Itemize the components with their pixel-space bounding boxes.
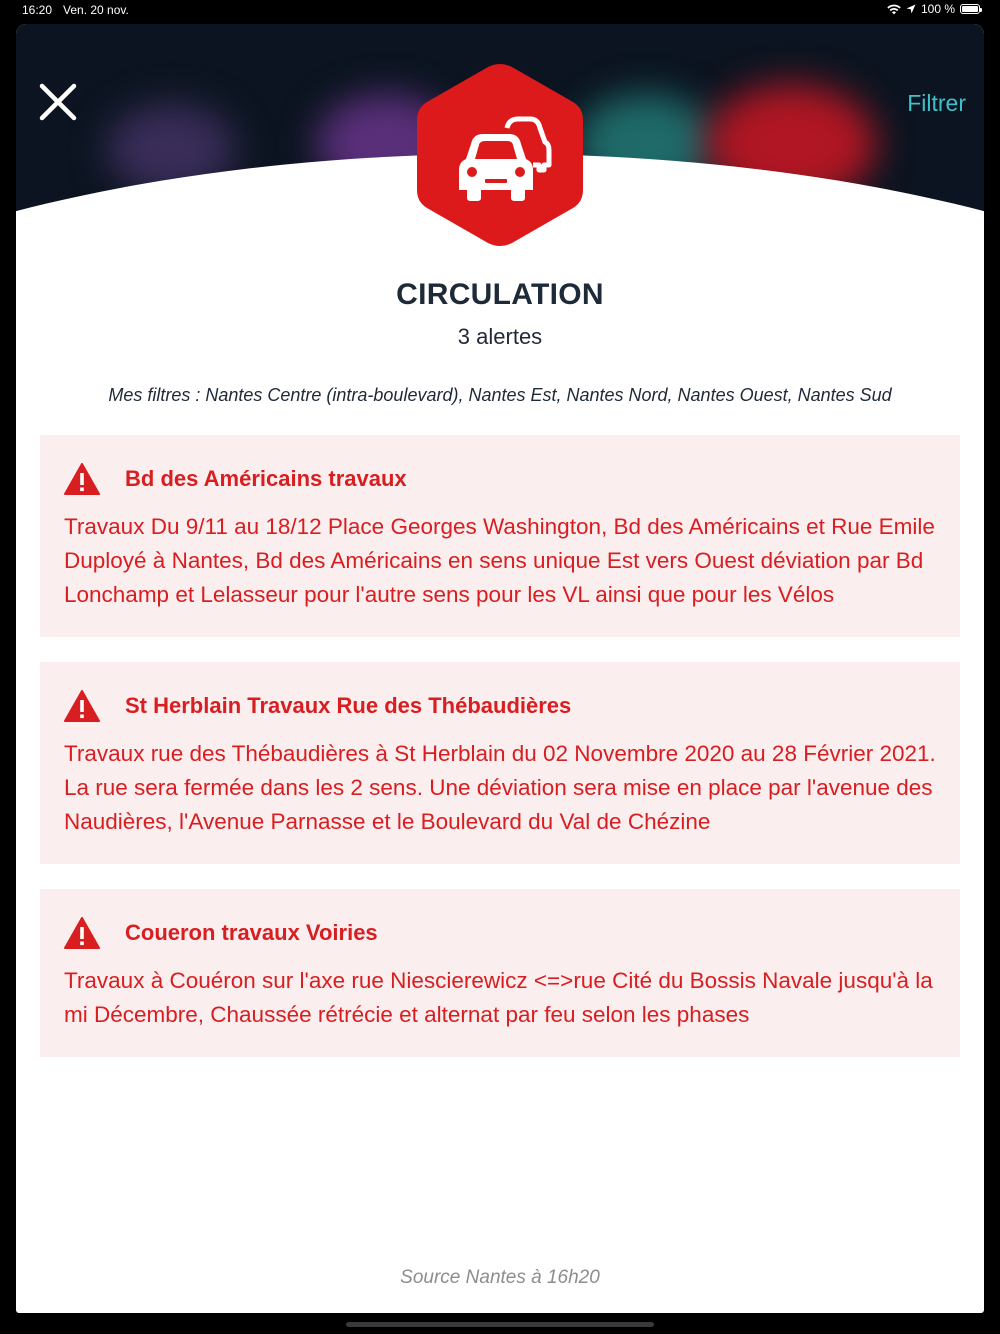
- status-date: Ven. 20 nov.: [63, 3, 129, 17]
- alert-card[interactable]: [40, 889, 960, 1057]
- alert-title: St Herblain Travaux Rue des Thébaudières: [125, 693, 572, 718]
- alert-count: 3 alertes: [457, 324, 543, 349]
- wifi-icon: [887, 4, 901, 15]
- traffic-cars-icon: [415, 62, 585, 248]
- close-icon: [38, 82, 78, 122]
- warning-icon: [64, 463, 100, 495]
- alerts-list: [40, 435, 960, 1082]
- alert-card[interactable]: [40, 435, 960, 637]
- alert-card[interactable]: [40, 662, 960, 864]
- location-icon: [906, 4, 916, 14]
- warning-icon: [64, 917, 100, 949]
- battery-percent: 100 %: [920, 2, 955, 16]
- alert-header: [64, 917, 936, 949]
- alert-description: Travaux à Couéron sur l'axe rue Niescierewicz <=>rue Cité du Bossis Navale jusqu'à la mi Décembre, Chaussée rétrécie et alternat par feu selon les phases: [64, 968, 933, 1027]
- alert-description: Travaux rue des Thébaudières à St Herblain du 02 Novembre 2020 au 28 Février 2021. La rue sera fermée dans les 2 sens. Une déviation sera mise en place par l'avenue des Naudières, l'Avenue Parnasse et le Boulevard du Val de Chézine: [64, 741, 936, 834]
- status-time: 16:20: [22, 3, 53, 17]
- source-footer: Source Nantes à 16h20: [400, 1267, 600, 1288]
- category-title: CIRCULATION: [396, 278, 604, 311]
- filter-button[interactable]: Filtrer: [907, 90, 966, 116]
- filters-summary: Mes filtres : Nantes Centre (intra-boulevard), Nantes Est, Nantes Nord, Nantes Ouest, Nantes Sud: [108, 385, 892, 405]
- warning-icon: [64, 690, 100, 722]
- alert-title: Bd des Américains travaux: [125, 466, 407, 491]
- alert-header: [64, 690, 936, 722]
- alerts-modal: [16, 24, 984, 1313]
- battery-icon: [960, 4, 980, 14]
- alert-title: Coueron travaux Voiries: [125, 920, 378, 945]
- status-bar: [0, 0, 1000, 22]
- alert-description: Travaux Du 9/11 au 18/12 Place Georges Washington, Bd des Américains et Rue Emile Duployé à Nantes, Bd des Américains en sens unique Est vers Ouest déviation par Bd Lonchamp et Lelasseur pour l'autre sens pour les VL ainsi que pour les Vélos: [64, 514, 935, 607]
- status-right: [887, 2, 980, 16]
- home-indicator[interactable]: [346, 1322, 654, 1327]
- close-button[interactable]: [38, 82, 78, 122]
- alert-header: [64, 463, 936, 495]
